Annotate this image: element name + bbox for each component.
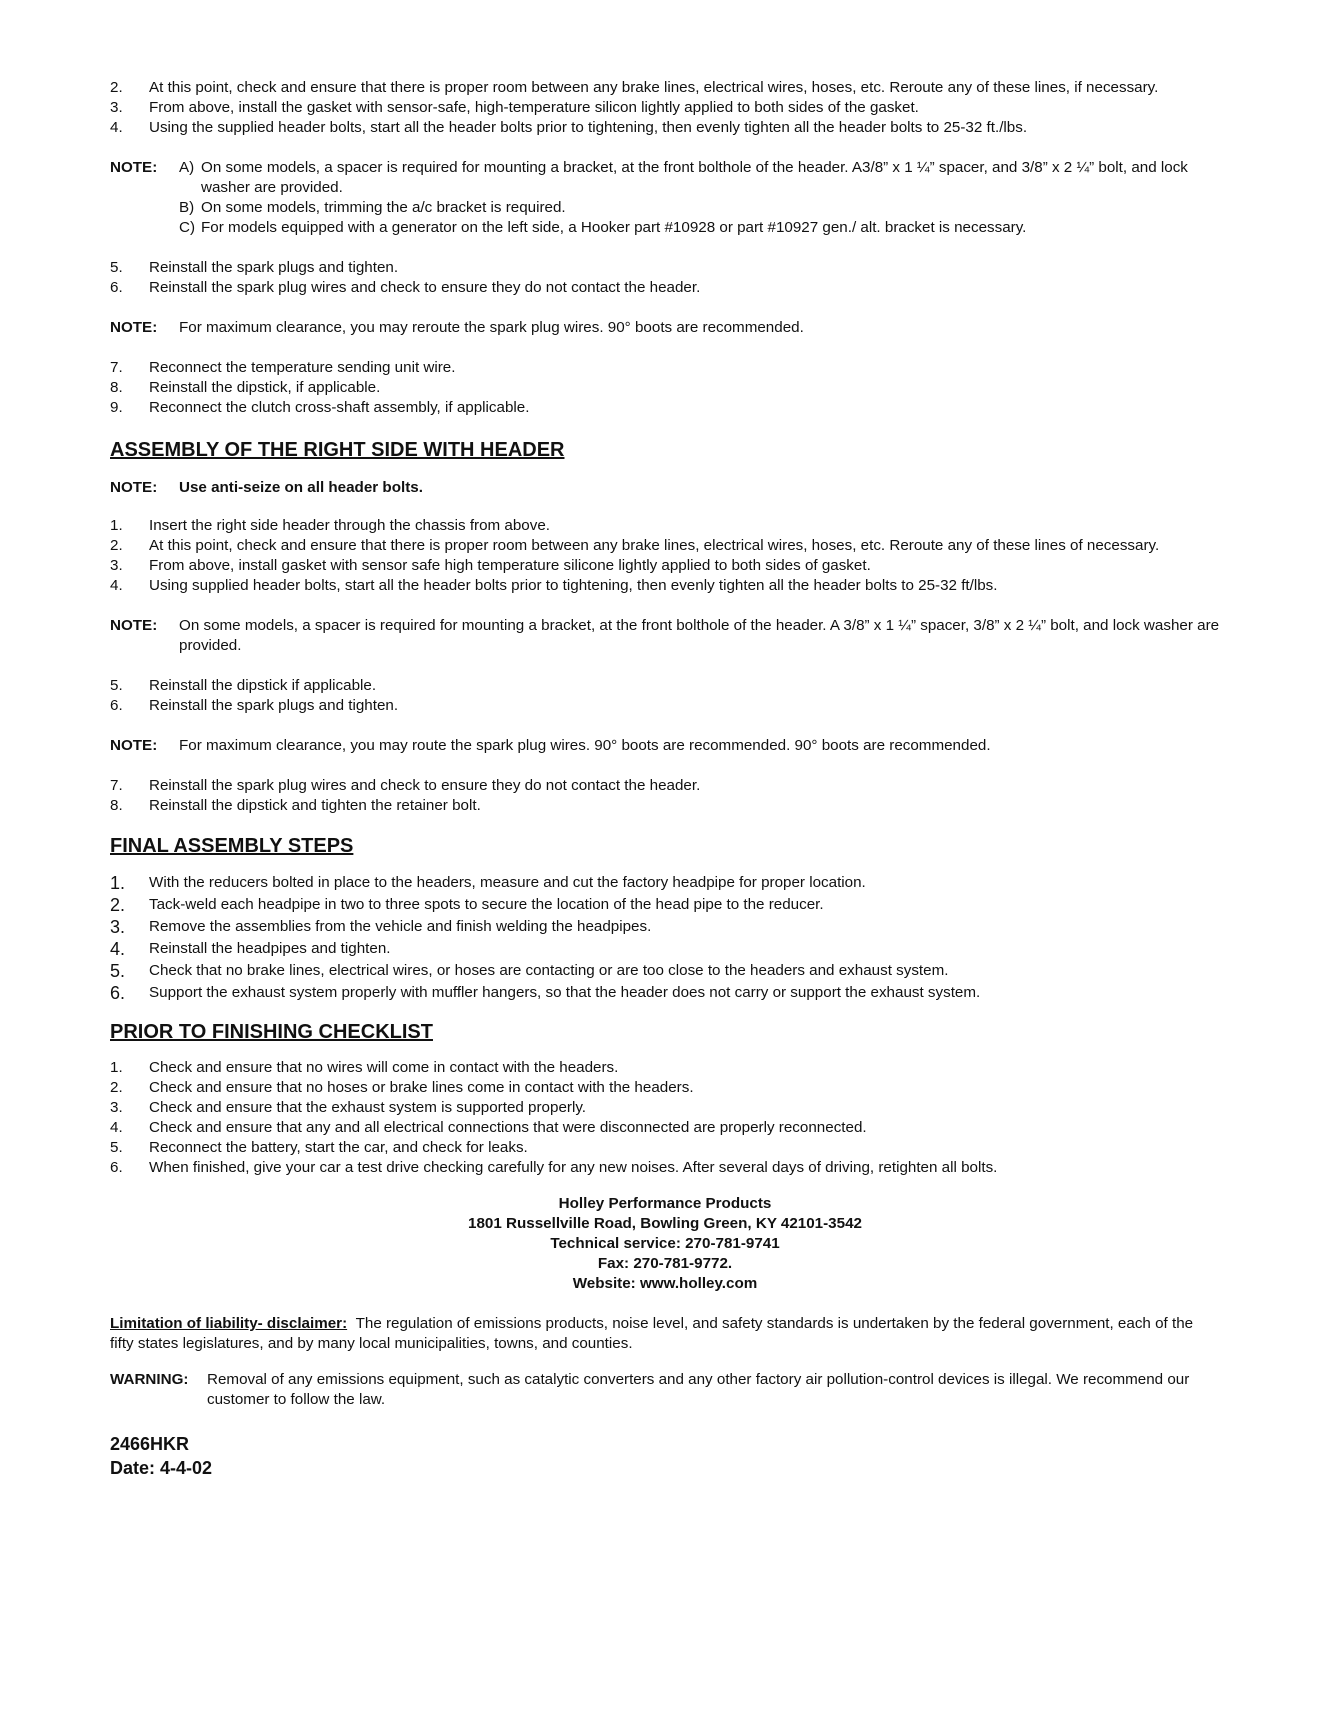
- route-note: NOTE: For maximum clearance, you may route the spark plug wires. 90° boots are recommended. 90° boots are recommended.: [110, 737, 991, 754]
- part-number: 2466HKR: [110, 1434, 190, 1454]
- document-date: Date: 4-4-02: [110, 1458, 213, 1478]
- list-item: 5. Reinstall the spark plugs and tighten.: [110, 259, 399, 276]
- list-item: 6. Reinstall the spark plug wires and check to ensure they do not contact the header.: [110, 279, 701, 296]
- document-page: [110, 78, 1220, 1480]
- note-item-b: B) On some models, trimming the a/c bracket is required.: [179, 199, 566, 216]
- disclaimer-label: Limitation of liability- disclaimer:: [110, 1315, 348, 1332]
- list-item: [110, 98, 1220, 118]
- step-number: 2.: [110, 79, 123, 96]
- step-text: At this point, check and ensure that there is proper room between any brake lines, electrical wires, hoses, etc. Reroute any of these lines, if necessary.: [149, 79, 1159, 96]
- step-text: From above, install the gasket with sensor-safe, high-temperature silicon lightly applied to both sides of the gasket.: [149, 99, 919, 116]
- list-item: [110, 78, 1220, 98]
- list-item: 5. Reconnect the battery, start the car, and check for leaks.: [110, 1139, 528, 1156]
- clearance-note: [110, 318, 1220, 338]
- steps-7-9-list: [110, 358, 1220, 418]
- warning-label: WARNING:: [110, 1371, 189, 1388]
- note-label: NOTE:: [110, 159, 158, 176]
- list-item: 1. With the reducers bolted in place to the headers, measure and cut the factory headpipe for proper location.: [110, 873, 866, 893]
- steps-5-6-list: [110, 258, 1220, 298]
- list-item: 8. Reinstall the dipstick and tighten the retainer bolt.: [110, 797, 481, 814]
- right-side-steps-5-6: [110, 676, 1220, 716]
- warning-text: Removal of any emissions equipment, such as catalytic converters and any other factory air pollution-control devices is illegal. We recommend our customer to follow the law.: [207, 1371, 1190, 1408]
- list-item: 5. Check that no brake lines, electrical wires, or hoses are contacting or are too close to the headers and exhaust system.: [110, 961, 949, 981]
- list-item: 7. Reconnect the temperature sending unit wire.: [110, 359, 456, 376]
- list-item: 2. Tack-weld each headpipe in two to three spots to secure the location of the head pipe to the reducer.: [110, 895, 824, 915]
- final-assembly-steps: [110, 872, 1220, 1004]
- fax-number: Fax: 270-781-9772.: [597, 1255, 733, 1272]
- list-item: 6. Support the exhaust system properly with muffler hangers, so that the header does not carry or support the exhaust system.: [110, 983, 981, 1003]
- right-side-steps-1-4: [110, 516, 1220, 596]
- step-number: 4.: [110, 119, 123, 136]
- warning: [110, 1370, 1220, 1410]
- note-item-a: A) On some models, a spacer is required for mounting a bracket, at the front bolthole of the header. A3/8” x 1 ¼” spacer, and 3/8” x 2 ¼” bolt, and lock washer are provided.: [179, 159, 1188, 196]
- right-side-steps-7-8: [110, 776, 1220, 816]
- website[interactable]: Website: www.holley.com: [572, 1275, 758, 1292]
- list-item: 6. Reinstall the spark plugs and tighten.: [110, 697, 399, 714]
- list-item: 5. Reinstall the dipstick if applicable.: [110, 677, 377, 694]
- note-item-c: C) For models equipped with a generator on the left side, a Hooker part #10928 or part #10927 gen./ alt. bracket is necessary.: [179, 219, 1027, 236]
- list-item: 3. Check and ensure that the exhaust system is supported properly.: [110, 1099, 587, 1116]
- list-item: 9. Reconnect the clutch cross-shaft assembly, if applicable.: [110, 399, 530, 416]
- contact-block: [110, 1194, 1220, 1294]
- list-item: 1. Check and ensure that no wires will come in contact with the headers.: [110, 1059, 619, 1076]
- list-item: 1. Insert the right side header through the chassis from above.: [110, 517, 551, 534]
- list-item: 4. Check and ensure that any and all electrical connections that were disconnected are properly reconnected.: [110, 1119, 867, 1136]
- list-item: 8. Reinstall the dipstick, if applicable.: [110, 379, 381, 396]
- list-item: 4. Reinstall the headpipes and tighten.: [110, 939, 391, 959]
- step-text: Using the supplied header bolts, start all the header bolts prior to tightening, then evenly tighten all the header bolts to 25-32 ft./lbs.: [149, 119, 1028, 136]
- checklist-heading: PRIOR TO FINISHING CHECKLIST: [110, 1021, 433, 1043]
- list-item: 6. When finished, give your car a test drive checking carefully for any new noises. After several days of driving, retighten all bolts.: [110, 1159, 998, 1176]
- tech-service-phone: Technical service: 270-781-9741: [550, 1235, 780, 1252]
- company-name: Holley Performance Products: [558, 1195, 772, 1212]
- right-side-heading: ASSEMBLY OF THE RIGHT SIDE WITH HEADER: [110, 439, 565, 461]
- list-item: [110, 118, 1220, 138]
- company-address: 1801 Russellville Road, Bowling Green, KY 42101-3542: [468, 1215, 862, 1232]
- step-number: 3.: [110, 99, 123, 116]
- disclaimer: [110, 1314, 1220, 1354]
- list-item: 2. Check and ensure that no hoses or brake lines come in contact with the headers.: [110, 1079, 694, 1096]
- note-text: For maximum clearance, you may reroute the spark plug wires. 90° boots are recommended.: [179, 319, 804, 336]
- bracket-note: [110, 158, 1220, 238]
- disclaimer-text: The regulation of emissions products, noise level, and safety standards is undertaken by the federal government, each of the fifty states legislatures, and by many local municipalities, towns, and counties.: [110, 1315, 1194, 1352]
- list-item: 2. At this point, check and ensure that there is proper room between any brake lines, electrical wires, hoses, etc. Reroute any of these lines of necessary.: [110, 537, 1160, 554]
- list-item: 7. Reinstall the spark plug wires and check to ensure they do not contact the header.: [110, 777, 701, 794]
- final-assembly-heading: FINAL ASSEMBLY STEPS: [110, 835, 354, 857]
- checklist-items: [110, 1058, 1220, 1178]
- list-item: 3. From above, install gasket with sensor safe high temperature silicone lightly applied to both sides of gasket.: [110, 557, 871, 574]
- list-item: 4. Using supplied header bolts, start all the header bolts prior to tightening, then evenly tighten all the header bolts to 25-32 ft/lbs.: [110, 577, 998, 594]
- spacer-note: NOTE: On some models, a spacer is required for mounting a bracket, at the front bolthole of the header. A 3/8” x 1 ¼” spacer, 3/8” x 2 ¼” bolt, and lock washer are provided.: [110, 617, 1220, 654]
- anti-seize-note: NOTE: Use anti-seize on all header bolts.: [110, 479, 423, 496]
- top-steps-list: [110, 78, 1220, 138]
- list-item: 3. Remove the assemblies from the vehicle and finish welding the headpipes.: [110, 917, 652, 937]
- note-label: NOTE:: [110, 319, 158, 336]
